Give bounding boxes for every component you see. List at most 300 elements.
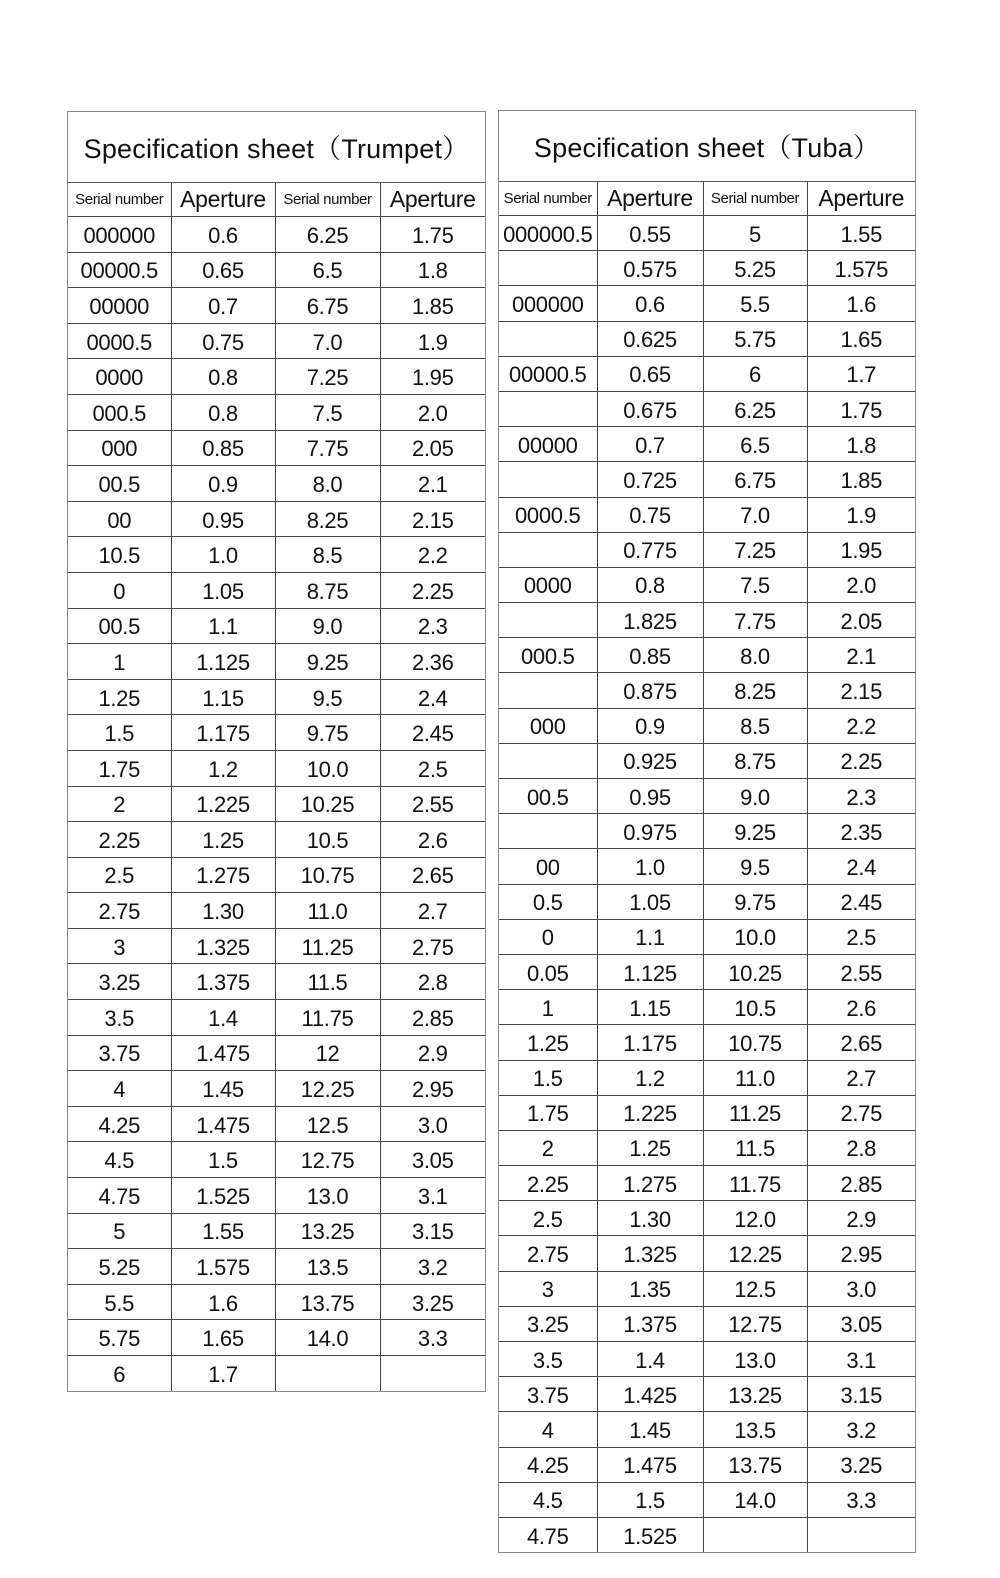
table-row [68, 928, 485, 964]
aperture-cell: 2.15 [380, 501, 485, 537]
serial-number-cell: 7.25 [703, 532, 807, 567]
serial-number-cell: 0 [499, 919, 597, 954]
aperture-cell: 2.6 [807, 990, 915, 1025]
table-row [68, 1000, 485, 1036]
table-row [68, 1213, 485, 1249]
serial-number-cell: 13.75 [703, 1447, 807, 1482]
serial-number-cell: 000000 [68, 217, 171, 253]
serial-number-cell: 11.75 [275, 1000, 380, 1036]
serial-number-cell: 6.25 [703, 391, 807, 426]
serial-number-cell [499, 603, 597, 638]
aperture-cell: 1.475 [597, 1447, 703, 1482]
aperture-cell: 3.15 [807, 1377, 915, 1412]
serial-number-cell: 0000.5 [499, 497, 597, 532]
serial-number-cell: 6 [68, 1356, 171, 1391]
trumpet-sheet-title: Specification sheet（Trumpet） [68, 112, 485, 183]
table-row [499, 673, 915, 708]
table-row [499, 391, 915, 426]
table-row [499, 884, 915, 919]
aperture-cell: 1.575 [807, 251, 915, 286]
serial-number-cell: 13.0 [703, 1342, 807, 1377]
aperture-cell: 2.36 [380, 644, 485, 680]
serial-number-cell: 9.5 [275, 679, 380, 715]
serial-number-cell: 5.75 [703, 321, 807, 356]
aperture-cell: 2.75 [807, 1095, 915, 1130]
aperture-cell: 2.3 [807, 779, 915, 814]
table-row [499, 251, 915, 286]
table-row [499, 1517, 915, 1552]
aperture-cell: 1.45 [171, 1071, 275, 1107]
serial-number-cell: 00.5 [68, 466, 171, 502]
serial-number-cell: 7.5 [703, 567, 807, 602]
aperture-cell: 1.0 [171, 537, 275, 573]
serial-number-cell: 5.5 [703, 286, 807, 321]
aperture-cell: 1.4 [597, 1342, 703, 1377]
serial-number-cell: 1.75 [68, 750, 171, 786]
serial-number-cell: 000 [68, 430, 171, 466]
serial-number-cell: 11.5 [703, 1130, 807, 1165]
serial-number-cell: 11.25 [703, 1095, 807, 1130]
serial-number-cell: 10.5 [703, 990, 807, 1025]
aperture-cell: 2.85 [380, 1000, 485, 1036]
aperture-cell: 2.55 [807, 954, 915, 989]
serial-number-cell [499, 814, 597, 849]
serial-number-cell: 2.5 [499, 1201, 597, 1236]
serial-number-cell: 6.5 [275, 252, 380, 288]
table-row [499, 1095, 915, 1130]
table-row [499, 814, 915, 849]
aperture-cell: 1.05 [597, 884, 703, 919]
trumpet-header-aperture-2: Aperture [380, 183, 485, 217]
aperture-cell: 1.55 [807, 216, 915, 251]
aperture-cell: 0.775 [597, 532, 703, 567]
table-row [499, 849, 915, 884]
serial-number-cell: 5.5 [68, 1284, 171, 1320]
serial-number-cell: 00000.5 [499, 356, 597, 391]
table-row [68, 217, 485, 253]
table-row [68, 1249, 485, 1285]
serial-number-cell: 4.5 [499, 1482, 597, 1517]
serial-number-cell: 2 [68, 786, 171, 822]
serial-number-cell: 00.5 [68, 608, 171, 644]
table-row [68, 893, 485, 929]
serial-number-cell: 8.25 [703, 673, 807, 708]
aperture-cell: 1.25 [597, 1130, 703, 1165]
serial-number-cell: 00.5 [499, 779, 597, 814]
table-row [499, 567, 915, 602]
aperture-cell: 0.725 [597, 462, 703, 497]
aperture-cell: 1.95 [380, 359, 485, 395]
table-row [499, 603, 915, 638]
serial-number-cell: 10.25 [703, 954, 807, 989]
serial-number-cell: 000.5 [68, 394, 171, 430]
serial-number-cell: 12.75 [703, 1306, 807, 1341]
serial-number-cell: 8.5 [275, 537, 380, 573]
serial-number-cell: 14.0 [275, 1320, 380, 1356]
aperture-cell: 0.8 [171, 394, 275, 430]
aperture-cell: 1.85 [380, 288, 485, 324]
table-row [499, 1025, 915, 1060]
table-row [68, 323, 485, 359]
aperture-cell: 1.45 [597, 1412, 703, 1447]
serial-number-cell: 0000 [68, 359, 171, 395]
serial-number-cell: 12.25 [703, 1236, 807, 1271]
serial-number-cell: 7.0 [275, 323, 380, 359]
serial-number-cell: 5 [703, 216, 807, 251]
serial-number-cell: 10.5 [68, 537, 171, 573]
table-row [68, 359, 485, 395]
aperture-cell [807, 1517, 915, 1552]
table-row [68, 252, 485, 288]
aperture-cell: 3.2 [807, 1412, 915, 1447]
serial-number-cell: 000000 [499, 286, 597, 321]
aperture-cell: 3.05 [807, 1306, 915, 1341]
serial-number-cell: 5 [68, 1213, 171, 1249]
serial-number-cell: 0 [68, 572, 171, 608]
aperture-cell: 1.825 [597, 603, 703, 638]
serial-number-cell [499, 321, 597, 356]
aperture-cell: 1.65 [171, 1320, 275, 1356]
aperture-cell: 2.0 [380, 394, 485, 430]
table-row [68, 715, 485, 751]
aperture-cell: 2.45 [807, 884, 915, 919]
serial-number-cell: 7.75 [275, 430, 380, 466]
serial-number-cell: 8.25 [275, 501, 380, 537]
table-row [499, 1130, 915, 1165]
aperture-cell: 1.5 [597, 1482, 703, 1517]
serial-number-cell: 9.0 [703, 779, 807, 814]
serial-number-cell: 2.75 [68, 893, 171, 929]
serial-number-cell: 1 [499, 990, 597, 1025]
aperture-cell: 0.8 [597, 567, 703, 602]
serial-number-cell: 3 [68, 928, 171, 964]
trumpet-spec-sheet [67, 111, 486, 1392]
aperture-cell: 3.0 [380, 1106, 485, 1142]
aperture-cell: 2.5 [807, 919, 915, 954]
table-row [499, 638, 915, 673]
aperture-cell: 2.25 [380, 572, 485, 608]
aperture-cell: 3.25 [380, 1284, 485, 1320]
serial-number-cell: 00000 [499, 427, 597, 462]
serial-number-cell: 13.5 [703, 1412, 807, 1447]
table-row [499, 919, 915, 954]
serial-number-cell: 0.5 [499, 884, 597, 919]
table-row [68, 288, 485, 324]
aperture-cell: 2.65 [380, 857, 485, 893]
table-row [68, 822, 485, 858]
aperture-cell: 2.1 [807, 638, 915, 673]
serial-number-cell: 5.25 [68, 1249, 171, 1285]
aperture-cell [380, 1356, 485, 1391]
trumpet-header-row [68, 183, 485, 217]
serial-number-cell: 14.0 [703, 1482, 807, 1517]
aperture-cell: 1.225 [597, 1095, 703, 1130]
aperture-cell: 0.9 [597, 708, 703, 743]
table-row [499, 954, 915, 989]
aperture-cell: 1.225 [171, 786, 275, 822]
table-row [499, 1412, 915, 1447]
serial-number-cell: 9.25 [275, 644, 380, 680]
aperture-cell: 0.875 [597, 673, 703, 708]
table-row [499, 1236, 915, 1271]
tuba-header-aperture-1: Aperture [597, 182, 703, 216]
serial-number-cell: 0000.5 [68, 323, 171, 359]
aperture-cell: 0.85 [597, 638, 703, 673]
aperture-cell: 1.1 [171, 608, 275, 644]
aperture-cell: 2.1 [380, 466, 485, 502]
table-row [499, 1060, 915, 1095]
serial-number-cell: 8.0 [703, 638, 807, 673]
serial-number-cell: 12.25 [275, 1071, 380, 1107]
aperture-cell: 0.6 [171, 217, 275, 253]
table-row [68, 1071, 485, 1107]
aperture-cell: 0.675 [597, 391, 703, 426]
serial-number-cell: 10.0 [703, 919, 807, 954]
aperture-cell: 3.1 [380, 1178, 485, 1214]
aperture-cell: 2.7 [380, 893, 485, 929]
serial-number-cell: 3.5 [499, 1342, 597, 1377]
serial-number-cell: 10.0 [275, 750, 380, 786]
aperture-cell: 2.2 [380, 537, 485, 573]
serial-number-cell: 1.75 [499, 1095, 597, 1130]
aperture-cell: 3.05 [380, 1142, 485, 1178]
tuba-header-aperture-2: Aperture [807, 182, 915, 216]
serial-number-cell: 5.75 [68, 1320, 171, 1356]
table-row [499, 1166, 915, 1201]
aperture-cell: 2.2 [807, 708, 915, 743]
aperture-cell: 1.375 [171, 964, 275, 1000]
serial-number-cell: 5.25 [703, 251, 807, 286]
aperture-cell: 1.275 [171, 857, 275, 893]
serial-number-cell: 2.25 [499, 1166, 597, 1201]
aperture-cell: 0.7 [597, 427, 703, 462]
aperture-cell: 1.7 [171, 1356, 275, 1391]
table-row [68, 1284, 485, 1320]
table-row [499, 1377, 915, 1412]
trumpet-header-serial-number-2: Serial number [275, 183, 380, 217]
table-row [499, 497, 915, 532]
aperture-cell: 1.425 [597, 1377, 703, 1412]
serial-number-cell [275, 1356, 380, 1391]
aperture-cell: 0.6 [597, 286, 703, 321]
tuba-spec-table [499, 182, 915, 1552]
aperture-cell: 2.15 [807, 673, 915, 708]
aperture-cell: 1.15 [597, 990, 703, 1025]
serial-number-cell: 4.75 [499, 1517, 597, 1552]
serial-number-cell: 10.5 [275, 822, 380, 858]
serial-number-cell: 8.75 [703, 743, 807, 778]
aperture-cell: 0.95 [597, 779, 703, 814]
serial-number-cell: 1.5 [499, 1060, 597, 1095]
tuba-table-body [499, 216, 915, 1553]
table-row [499, 1342, 915, 1377]
aperture-cell: 0.85 [171, 430, 275, 466]
aperture-cell: 2.5 [380, 750, 485, 786]
table-row [499, 216, 915, 251]
serial-number-cell: 4 [499, 1412, 597, 1447]
aperture-cell: 0.7 [171, 288, 275, 324]
aperture-cell: 2.4 [380, 679, 485, 715]
aperture-cell: 2.6 [380, 822, 485, 858]
aperture-cell: 0.55 [597, 216, 703, 251]
serial-number-cell: 11.0 [275, 893, 380, 929]
table-row [499, 356, 915, 391]
serial-number-cell [703, 1517, 807, 1552]
serial-number-cell: 4 [68, 1071, 171, 1107]
aperture-cell: 2.05 [807, 603, 915, 638]
serial-number-cell: 6.25 [275, 217, 380, 253]
aperture-cell: 1.85 [807, 462, 915, 497]
aperture-cell: 1.05 [171, 572, 275, 608]
serial-number-cell: 11.75 [703, 1166, 807, 1201]
serial-number-cell: 7.5 [275, 394, 380, 430]
table-row [499, 1482, 915, 1517]
table-row [499, 708, 915, 743]
trumpet-header-aperture-1: Aperture [171, 183, 275, 217]
serial-number-cell: 4.25 [68, 1106, 171, 1142]
aperture-cell: 1.475 [171, 1106, 275, 1142]
serial-number-cell [499, 251, 597, 286]
serial-number-cell: 3.75 [499, 1377, 597, 1412]
aperture-cell: 1.575 [171, 1249, 275, 1285]
aperture-cell: 1.275 [597, 1166, 703, 1201]
serial-number-cell: 12.0 [703, 1201, 807, 1236]
serial-number-cell: 4.75 [68, 1178, 171, 1214]
table-row [68, 466, 485, 502]
aperture-cell: 1.75 [380, 217, 485, 253]
aperture-cell: 0.975 [597, 814, 703, 849]
aperture-cell: 3.25 [807, 1447, 915, 1482]
serial-number-cell [499, 673, 597, 708]
serial-number-cell: 13.0 [275, 1178, 380, 1214]
trumpet-header-serial-number-1: Serial number [68, 183, 171, 217]
table-row [68, 1142, 485, 1178]
aperture-cell: 2.9 [380, 1035, 485, 1071]
serial-number-cell: 4.25 [499, 1447, 597, 1482]
aperture-cell: 3.3 [807, 1482, 915, 1517]
aperture-cell: 2.55 [380, 786, 485, 822]
table-row [68, 786, 485, 822]
table-row [68, 537, 485, 573]
table-row [68, 1106, 485, 1142]
serial-number-cell: 11.0 [703, 1060, 807, 1095]
serial-number-cell: 4.5 [68, 1142, 171, 1178]
aperture-cell: 1.35 [597, 1271, 703, 1306]
table-row [68, 501, 485, 537]
serial-number-cell: 0.05 [499, 954, 597, 989]
aperture-cell: 2.75 [380, 928, 485, 964]
aperture-cell: 0.95 [171, 501, 275, 537]
aperture-cell: 1.1 [597, 919, 703, 954]
serial-number-cell: 3.25 [499, 1306, 597, 1341]
serial-number-cell: 0000 [499, 567, 597, 602]
aperture-cell: 1.175 [171, 715, 275, 751]
serial-number-cell: 10.75 [703, 1025, 807, 1060]
serial-number-cell: 6.75 [703, 462, 807, 497]
aperture-cell: 3.2 [380, 1249, 485, 1285]
aperture-cell: 0.8 [171, 359, 275, 395]
serial-number-cell: 00000.5 [68, 252, 171, 288]
aperture-cell: 1.30 [171, 893, 275, 929]
serial-number-cell: 13.25 [275, 1213, 380, 1249]
serial-number-cell: 13.75 [275, 1284, 380, 1320]
aperture-cell: 1.25 [171, 822, 275, 858]
aperture-cell: 1.65 [807, 321, 915, 356]
trumpet-spec-table [68, 183, 485, 1391]
table-row [499, 427, 915, 462]
serial-number-cell: 8.5 [703, 708, 807, 743]
table-row [68, 572, 485, 608]
serial-number-cell: 7.25 [275, 359, 380, 395]
serial-number-cell: 000000.5 [499, 216, 597, 251]
serial-number-cell: 11.5 [275, 964, 380, 1000]
serial-number-cell: 7.0 [703, 497, 807, 532]
aperture-cell: 1.6 [171, 1284, 275, 1320]
aperture-cell: 3.3 [380, 1320, 485, 1356]
serial-number-cell: 7.75 [703, 603, 807, 638]
aperture-cell: 0.75 [171, 323, 275, 359]
serial-number-cell: 8.0 [275, 466, 380, 502]
table-row [499, 532, 915, 567]
aperture-cell: 1.5 [171, 1142, 275, 1178]
serial-number-cell: 11.25 [275, 928, 380, 964]
serial-number-cell [499, 743, 597, 778]
serial-number-cell: 12.5 [275, 1106, 380, 1142]
serial-number-cell: 12.75 [275, 1142, 380, 1178]
serial-number-cell: 10.75 [275, 857, 380, 893]
aperture-cell: 1.6 [807, 286, 915, 321]
aperture-cell: 2.4 [807, 849, 915, 884]
table-row [499, 1306, 915, 1341]
aperture-cell: 0.65 [597, 356, 703, 391]
aperture-cell: 3.15 [380, 1213, 485, 1249]
aperture-cell: 2.7 [807, 1060, 915, 1095]
serial-number-cell: 00 [68, 501, 171, 537]
serial-number-cell: 6 [703, 356, 807, 391]
table-row [68, 1320, 485, 1356]
serial-number-cell: 3.75 [68, 1035, 171, 1071]
aperture-cell: 1.525 [171, 1178, 275, 1214]
serial-number-cell: 00 [499, 849, 597, 884]
aperture-cell: 1.325 [597, 1236, 703, 1271]
serial-number-cell: 000.5 [499, 638, 597, 673]
serial-number-cell [499, 391, 597, 426]
serial-number-cell: 3.5 [68, 1000, 171, 1036]
serial-number-cell: 10.25 [275, 786, 380, 822]
table-row [68, 1178, 485, 1214]
serial-number-cell: 13.5 [275, 1249, 380, 1285]
serial-number-cell: 2 [499, 1130, 597, 1165]
aperture-cell: 1.2 [171, 750, 275, 786]
serial-number-cell: 3.25 [68, 964, 171, 1000]
serial-number-cell [499, 532, 597, 567]
aperture-cell: 1.525 [597, 1517, 703, 1552]
aperture-cell: 3.0 [807, 1271, 915, 1306]
table-row [68, 1356, 485, 1391]
aperture-cell: 1.125 [597, 954, 703, 989]
table-row [68, 430, 485, 466]
tuba-spec-sheet [498, 110, 916, 1553]
table-row [499, 1271, 915, 1306]
aperture-cell: 1.8 [807, 427, 915, 462]
aperture-cell: 2.8 [807, 1130, 915, 1165]
table-row [499, 1447, 915, 1482]
aperture-cell: 1.7 [807, 356, 915, 391]
aperture-cell: 2.9 [807, 1201, 915, 1236]
aperture-cell: 2.45 [380, 715, 485, 751]
aperture-cell: 2.8 [380, 964, 485, 1000]
serial-number-cell: 9.5 [703, 849, 807, 884]
